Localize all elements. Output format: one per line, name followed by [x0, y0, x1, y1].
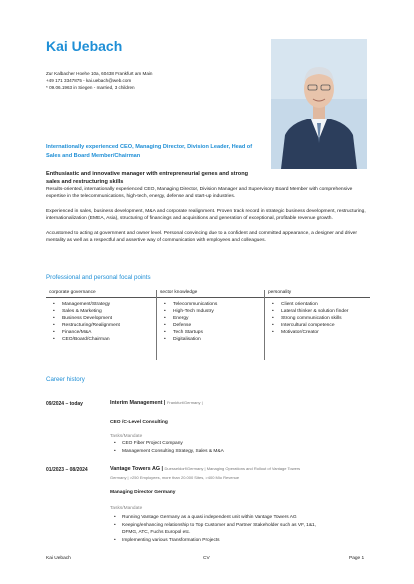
career-section-title: Career history — [46, 376, 85, 383]
contact-block — [46, 70, 152, 91]
focus-section-title: Professional and personal focal points — [46, 274, 151, 281]
company-location: Duesseldorf/Germany | Managing Operations and Rollout of Vantage Towers — [164, 466, 301, 471]
list-item: • Sales & Marketing — [62, 308, 156, 315]
portrait-illustration — [271, 39, 367, 169]
candidate-name: Kai Uebach — [46, 38, 123, 54]
birth-line: * 09.06.1963 in Siegen - married, 3 children — [46, 85, 135, 90]
focus-column-head: personality — [265, 290, 370, 298]
list-item: • Tech Startups — [173, 329, 264, 336]
focus-column-personality — [265, 290, 370, 360]
footer-center: CV — [203, 556, 210, 561]
summary-paragraph: Accustomed to acting at government and owner level. Personal convincing due to a confident and committed appearance, a designer and driver mentality as well as a respectful and assertive way of communication with employees and colleagues. — [46, 231, 358, 244]
list-item: • Management Consulting Strategy, Sales & M&A — [122, 448, 382, 456]
list-item: • CEO/Board/Chairman — [62, 336, 156, 343]
footer-page-number: Page 1 — [349, 556, 365, 561]
list-item: • Management/Strategy — [62, 301, 156, 308]
job-date: 09/2024 – today — [46, 401, 83, 407]
summary-paragraph: Results-oriented, internationally experienced CEO, Managing Director, Division Manager and Supervisory Board Member with comprehensive expertise in the telecommunications, high-tech, energy, defense and start-up industries. — [46, 187, 353, 200]
list-item: • CEO Fiber Project Company — [122, 440, 382, 448]
list-item: • High-Tech Industry — [173, 308, 264, 315]
list-item: • Telecommunications — [173, 301, 264, 308]
focus-table — [46, 290, 370, 360]
list-item: • Keeping/enhancing relationship to Top Customer and Partner Stakeholder such as VF, 1&1, — [122, 522, 382, 530]
focus-column-head: sector knowledge — [157, 290, 264, 298]
address-line: Zur Kalbacher Hoehe 10a, 60438 Frankfurt am Main — [46, 71, 153, 76]
footer-left: Kai Uebach — [46, 556, 71, 561]
list-item: • Restructuring/Realignment — [62, 322, 156, 329]
contact-line: +49 171 3347875 - kai.uebach@web.com — [46, 78, 132, 83]
company-name: Vantage Towers AG | — [110, 466, 164, 472]
job-date: 01/2023 – 08/2024 — [46, 467, 88, 473]
job-company — [110, 400, 203, 406]
list-item: • Energy — [173, 315, 264, 322]
portrait-photo — [271, 39, 367, 169]
list-item: • Running Vantage Germany as a quasi independent unit within Vantage Towers AG — [122, 514, 382, 522]
job-company — [110, 466, 374, 472]
focus-column-head: corporate governance — [46, 290, 156, 298]
list-item: • Finance/M&A — [62, 329, 156, 336]
summary-paragraph: Experienced in sales, business development, M&A and corporate realignment. Proven track record in strategic business development, restructuring, internationalization (EMEA, Asia), structuring of financings and acquisitions and generation of exceptional, profitable revenue growth. — [46, 209, 366, 222]
list-item: • Client orientation — [281, 301, 370, 308]
job-role: Managing Director Germany — [110, 490, 176, 495]
list-item: • Defense — [173, 322, 264, 329]
list-item: • Lateral thinker & solution finder — [281, 308, 370, 315]
focus-column-sector — [157, 290, 264, 360]
list-item: DFMG, ATC, Fuchs Europol etc. — [122, 530, 191, 536]
tasks-label: Tasks/Mandate — [110, 434, 143, 439]
task-list — [110, 440, 382, 455]
company-meta: Germany | >250 Employees, more than 20.000 Sites, >400 Mio Revenue — [110, 475, 240, 480]
focus-column-governance — [46, 290, 156, 360]
company-name: Interim Management | — [110, 400, 166, 406]
list-item: • Business Development — [62, 315, 156, 322]
profile-tagline: Enthusiastic and innovative manager with entrepreneurial genes and strong sales and restructuring skills — [46, 171, 249, 185]
job-role: CEO /C-Level Consulting — [110, 420, 168, 425]
company-location: Frankfurt/Germany | — [166, 400, 203, 405]
list-item: • Implementing various Transformation Projects — [122, 537, 382, 545]
profile-headline: Internationally experienced CEO, Managing Director, Division Leader, Head of Sales and Board Member/Chairman — [46, 144, 253, 159]
task-list — [110, 514, 382, 544]
tasks-label: Tasks/Mandate — [110, 506, 143, 511]
list-item: • Motivator/Creator — [281, 329, 370, 336]
list-item: • Intercultural competence — [281, 322, 370, 329]
list-item: • Strong communication skills — [281, 315, 370, 322]
list-item: • Digitalisation — [173, 336, 264, 343]
